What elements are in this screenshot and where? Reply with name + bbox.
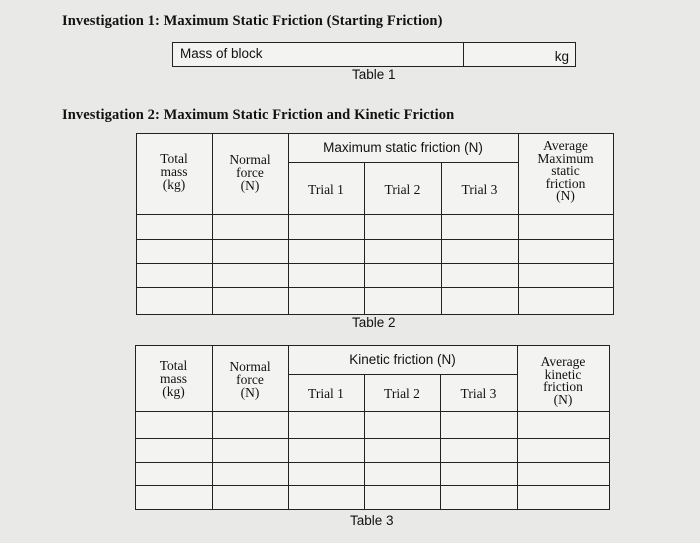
trial-2-header: Trial 2 <box>384 386 420 401</box>
table-3 <box>135 345 610 510</box>
max-static-friction-header: Maximum static friction (N) <box>323 140 483 155</box>
average-kinetic-friction-header: Average kinetic friction (N) <box>540 354 586 407</box>
t3-row-line <box>135 438 610 439</box>
t3-header-bottom <box>135 411 610 412</box>
t2-subheader-line <box>288 162 518 163</box>
kg-unit-label: kg <box>554 49 569 64</box>
table-2 <box>136 133 614 315</box>
investigation-1-heading: Investigation 1: Maximum Static Friction (Starting Friction) <box>62 13 443 29</box>
total-mass-header: Total mass (kg) <box>159 358 188 399</box>
t2-header-bottom <box>136 214 614 215</box>
t2-col-line <box>613 133 614 315</box>
table-1-caption: Table 1 <box>352 67 396 82</box>
t3-subheader-line <box>288 374 517 375</box>
t3-col-line <box>288 345 289 510</box>
trial-1-header: Trial 1 <box>308 182 344 197</box>
investigation-2-heading: Investigation 2: Maximum Static Friction and Kinetic Friction <box>62 107 455 123</box>
total-mass-header: Total mass (kg) <box>160 151 188 192</box>
t2-top-border <box>136 133 614 134</box>
normal-force-header: Normal force (N) <box>229 152 271 193</box>
table-2-caption: Table 2 <box>352 315 396 330</box>
average-max-static-friction-header: Average Maximum static friction (N) <box>537 138 594 203</box>
normal-force-header: Normal force (N) <box>229 359 271 400</box>
t2-row-line <box>136 239 614 240</box>
table-1 <box>172 42 576 67</box>
t3-col-line <box>609 345 610 510</box>
trial-2-header: Trial 2 <box>384 182 421 197</box>
trial-1-header: Trial 1 <box>308 386 344 401</box>
t2-col-line <box>288 133 289 315</box>
table-3-caption: Table 3 <box>350 513 394 528</box>
t2-row-line <box>136 263 614 264</box>
t3-top-border <box>135 345 610 346</box>
table-1-divider <box>463 43 464 66</box>
t3-row-line <box>135 485 610 486</box>
t3-row-line <box>135 462 610 463</box>
t3-bottom-border <box>135 509 610 510</box>
trial-3-header: Trial 3 <box>460 386 497 401</box>
mass-of-block-label: Mass of block <box>180 46 263 61</box>
trial-3-header: Trial 3 <box>461 182 498 197</box>
t2-row-line <box>136 287 614 288</box>
kinetic-friction-header: Kinetic friction (N) <box>349 352 456 367</box>
